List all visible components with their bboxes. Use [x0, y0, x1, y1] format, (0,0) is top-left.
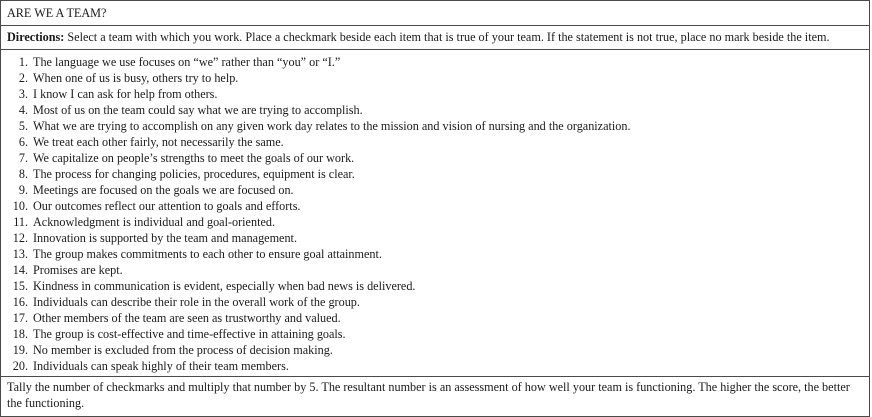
directions-label: Directions: [7, 30, 65, 44]
item-number: 2. [18, 71, 28, 85]
list-item [1, 230, 869, 246]
item-list [1, 54, 869, 374]
tally-instructions: Tally the number of checkmarks and multiply that number by 5. The resultant number is an assessment of how well your team is functioning. The higher the score, the better the functioning. [7, 380, 850, 410]
list-item [1, 150, 869, 166]
list-item [1, 54, 869, 70]
item-text: Innovation is supported by the team and management. [33, 231, 297, 245]
list-item [1, 262, 869, 278]
list-item [1, 86, 869, 102]
item-number: 14. [12, 263, 28, 277]
item-number: 11. [13, 215, 28, 229]
item-text: Meetings are focused on the goals we are focused on. [33, 183, 294, 197]
item-number: 3. [18, 87, 28, 101]
item-number: 7. [18, 151, 28, 165]
item-number: 13. [12, 247, 28, 261]
item-number: 15. [12, 279, 28, 293]
list-item [1, 278, 869, 294]
item-text: No member is excluded from the process of decision making. [33, 343, 333, 357]
directions-text: Select a team with which you work. Place a checkmark beside each item that is true of your team. If the statement is not true, place no mark beside the item. [64, 30, 830, 44]
list-item [1, 310, 869, 326]
item-text: The group is cost-effective and time-effective in attaining goals. [33, 327, 346, 341]
list-item [1, 166, 869, 182]
list-item [1, 358, 869, 374]
item-text: What we are trying to accomplish on any given work day relates to the mission and vision of nursing and the organization. [33, 119, 631, 133]
item-text: I know I can ask for help from others. [33, 87, 218, 101]
item-text: The language we use focuses on “we” rather than “you” or “I.” [33, 55, 341, 69]
item-number: 16. [12, 295, 28, 309]
list-item [1, 326, 869, 342]
item-text: Most of us on the team could say what we are trying to accomplish. [33, 103, 363, 117]
list-item [1, 198, 869, 214]
item-text: Kindness in communication is evident, especially when bad news is delivered. [33, 279, 416, 293]
list-item [1, 182, 869, 198]
list-item [1, 214, 869, 230]
item-text: Individuals can speak highly of their team members. [33, 359, 289, 373]
list-item [1, 134, 869, 150]
item-text: When one of us is busy, others try to help. [33, 71, 239, 85]
item-number: 5. [18, 119, 28, 133]
item-text: We treat each other fairly, not necessarily the same. [33, 135, 284, 149]
item-text: The group makes commitments to each other to ensure goal attainment. [33, 247, 382, 261]
item-number: 19. [12, 343, 28, 357]
item-text: Promises are kept. [33, 263, 123, 277]
item-number: 9. [18, 183, 28, 197]
item-number: 10. [12, 199, 28, 213]
item-number: 12. [12, 231, 28, 245]
item-text: Acknowledgment is individual and goal-oriented. [33, 215, 276, 229]
item-number: 18. [12, 327, 28, 341]
item-number: 4. [18, 103, 28, 117]
directions-row [1, 26, 869, 50]
item-text: Other members of the team are seen as trustworthy and valued. [33, 311, 341, 325]
list-item [1, 70, 869, 86]
item-number: 20. [12, 359, 28, 373]
list-item [1, 246, 869, 262]
item-text: The process for changing policies, procedures, equipment is clear. [33, 167, 355, 181]
list-item [1, 342, 869, 358]
table-title: ARE WE A TEAM? [1, 1, 869, 26]
item-text: Individuals can describe their role in the overall work of the group. [33, 295, 360, 309]
item-number: 1. [18, 55, 28, 69]
item-number: 17. [12, 311, 28, 325]
list-item [1, 294, 869, 310]
item-text: We capitalize on people’s strengths to meet the goals of our work. [33, 151, 355, 165]
item-number: 8. [18, 167, 28, 181]
item-number: 6. [18, 135, 28, 149]
item-text: Our outcomes reflect our attention to goals and efforts. [33, 199, 301, 213]
list-item [1, 118, 869, 134]
list-item [1, 102, 869, 118]
items-section [1, 50, 869, 377]
